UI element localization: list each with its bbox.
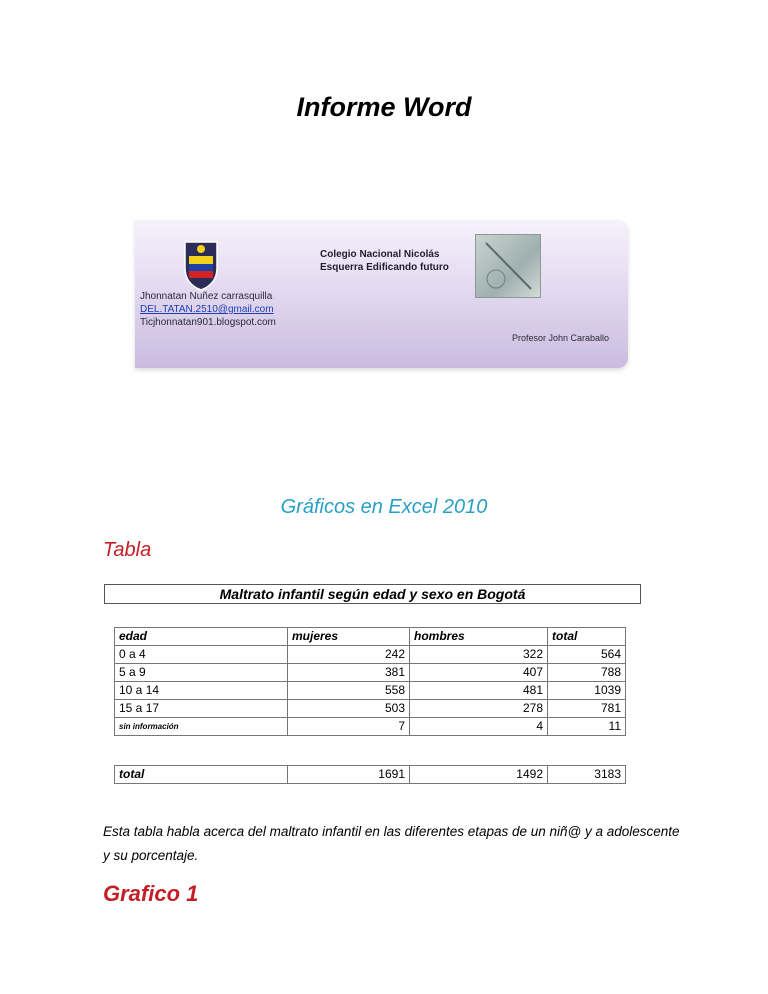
header-banner-image (135, 220, 628, 368)
student-blog: Ticjhonnatan901.blogspot.com (140, 317, 276, 328)
header-edad: edad (115, 628, 288, 646)
school-name (320, 248, 449, 274)
cell-mujeres: 503 (288, 700, 410, 718)
student-email-link[interactable]: DEL.TATAN.2510@gmail.com (140, 304, 274, 315)
cell-total: 781 (548, 700, 626, 718)
student-name: Jhonnatan Nuñez carrasquilla (140, 291, 273, 302)
school-crest-icon (179, 238, 223, 292)
cell-mujeres: 381 (288, 664, 410, 682)
pencil-drawing-icon (476, 235, 540, 297)
header-mujeres: mujeres (288, 628, 410, 646)
cell-edad: 0 a 4 (115, 646, 288, 664)
school-line-2: Esquerra Edificando futuro (320, 262, 449, 273)
header-total: total (548, 628, 626, 646)
cell-mujeres: 7 (288, 718, 410, 736)
table-row (115, 646, 626, 664)
table-row (115, 700, 626, 718)
document-title: Informe Word (296, 92, 472, 122)
cell-total: 788 (548, 664, 626, 682)
table-header-row (115, 628, 626, 646)
table-total-row (115, 766, 626, 784)
table-row (115, 682, 626, 700)
description-paragraph: Esta tabla habla acerca del maltrato infantil en las diferentes etapas de un niñ@ y a adolescente y su porcentaje. (103, 824, 680, 863)
table-caption: Maltrato infantil según edad y sexo en Bogotá (104, 584, 641, 604)
cell-edad: sin información (115, 718, 288, 736)
cell-hombres: 407 (410, 664, 548, 682)
total-mujeres: 1691 (288, 766, 410, 784)
cell-hombres: 4 (410, 718, 548, 736)
student-info (140, 290, 276, 329)
data-table (114, 627, 626, 736)
cell-edad: 10 a 14 (115, 682, 288, 700)
section-subtitle: Gráficos en Excel 2010 (280, 496, 488, 518)
cell-hombres: 481 (410, 682, 548, 700)
totals-table (114, 765, 626, 784)
cell-total: 1039 (548, 682, 626, 700)
cell-edad: 5 a 9 (115, 664, 288, 682)
cell-total: 564 (548, 646, 626, 664)
cell-mujeres: 558 (288, 682, 410, 700)
table-row (115, 718, 626, 736)
header-hombres: hombres (410, 628, 548, 646)
cell-hombres: 278 (410, 700, 548, 718)
table-row (115, 664, 626, 682)
school-line-1: Colegio Nacional Nicolás (320, 249, 440, 260)
total-label: total (115, 766, 288, 784)
banner-photo (475, 234, 541, 298)
cell-mujeres: 242 (288, 646, 410, 664)
teacher-name: Profesor John Caraballo (512, 333, 610, 343)
cell-edad: 15 a 17 (115, 700, 288, 718)
chart-heading: Grafico 1 (103, 881, 199, 906)
total-total: 3183 (548, 766, 626, 784)
total-hombres: 1492 (410, 766, 548, 784)
cell-hombres: 322 (410, 646, 548, 664)
cell-total: 11 (548, 718, 626, 736)
table-heading: Tabla (103, 539, 152, 561)
